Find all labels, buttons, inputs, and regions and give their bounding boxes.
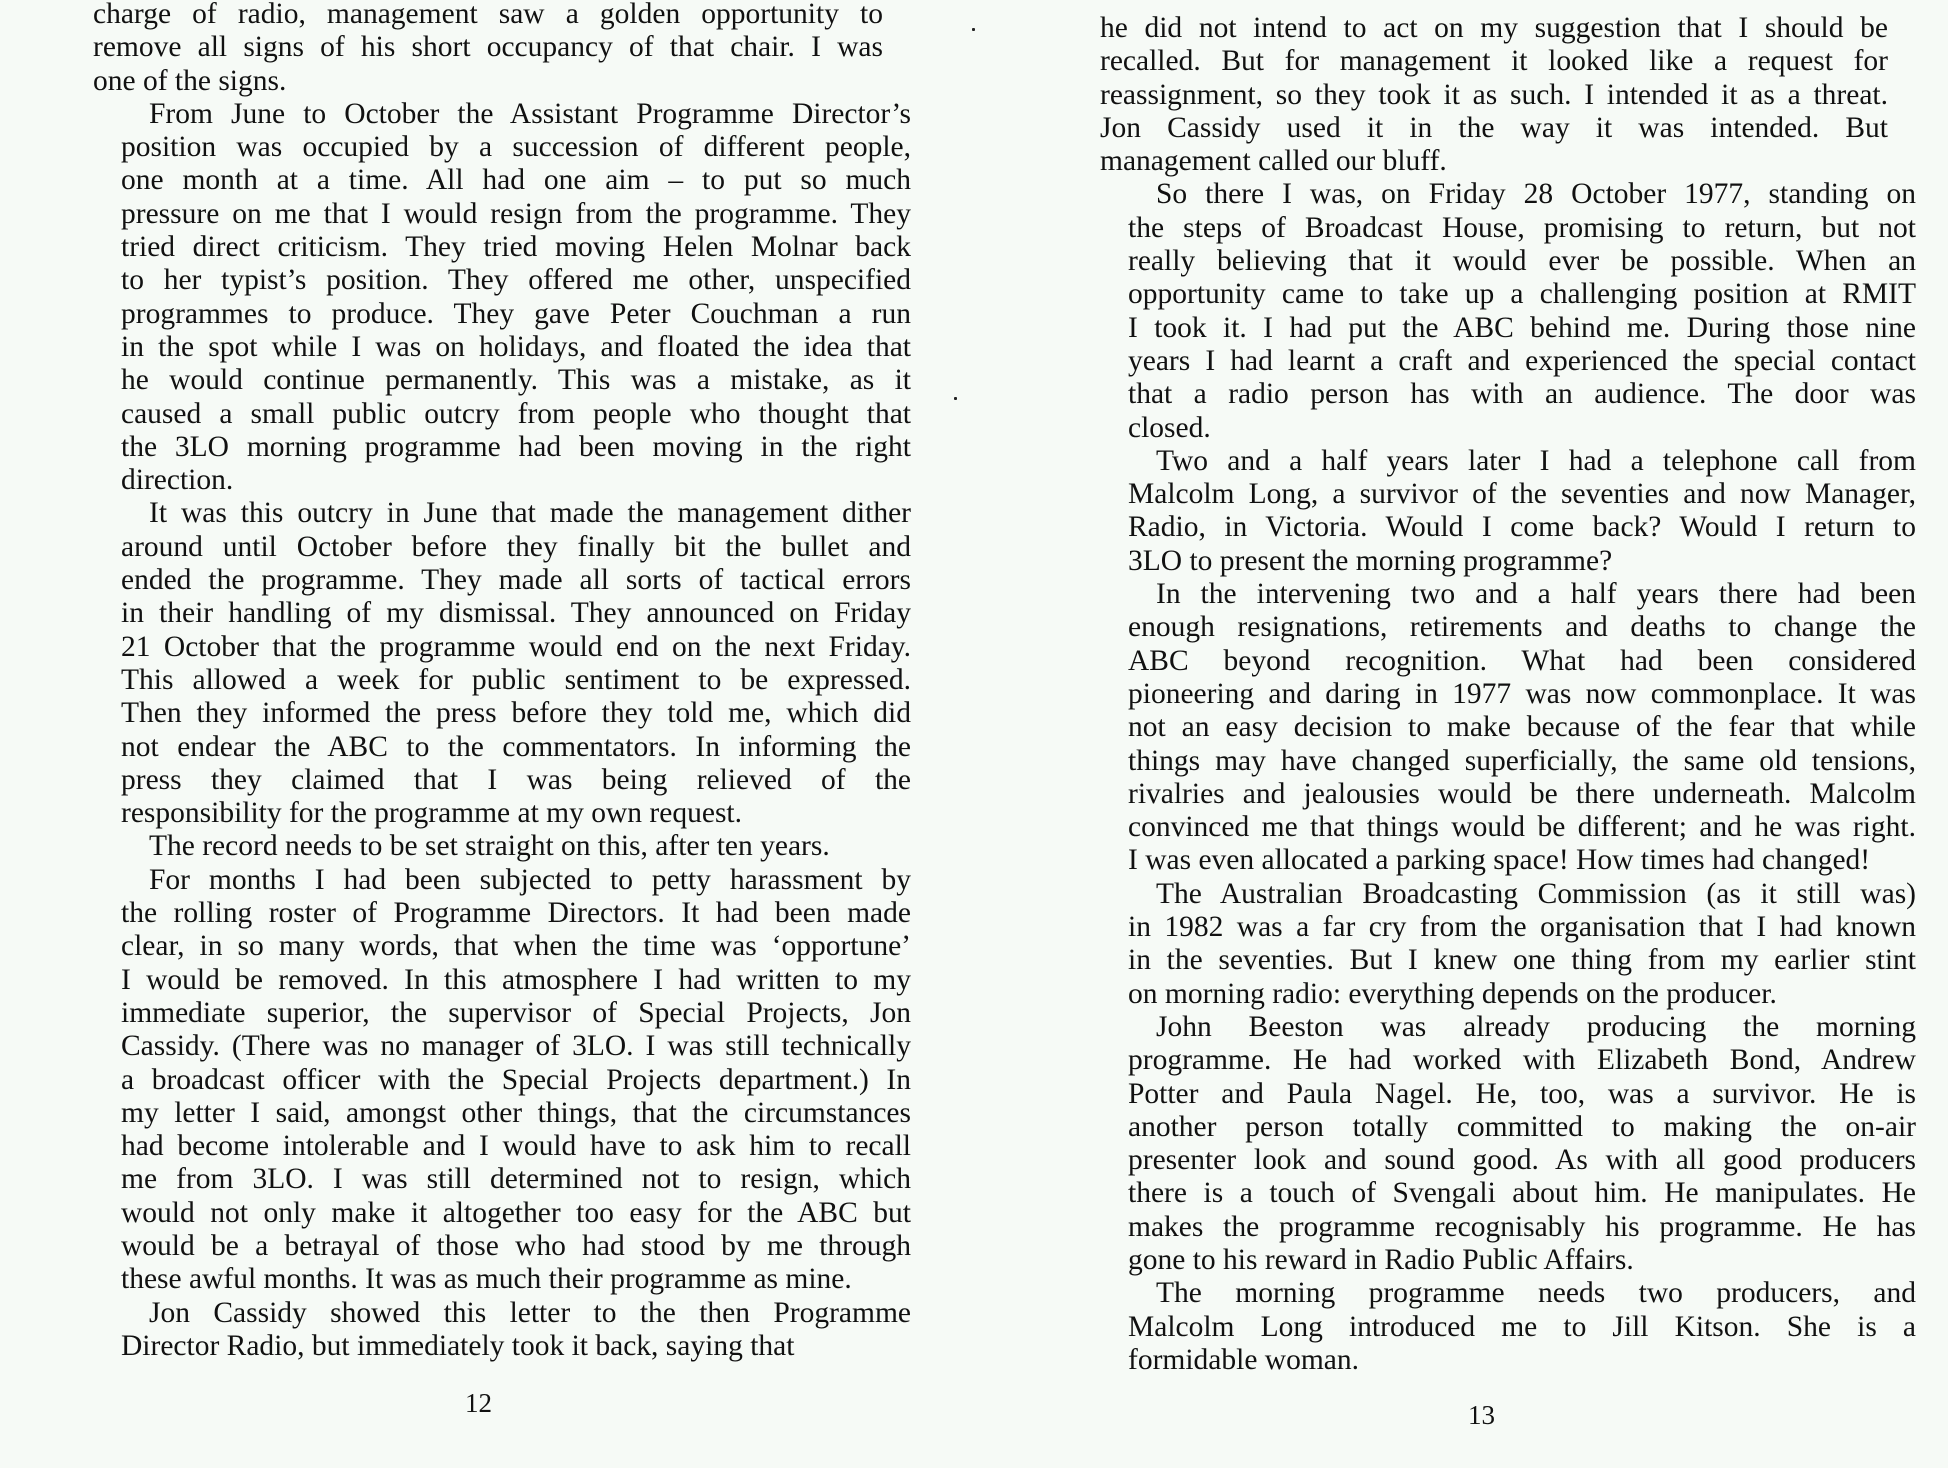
paragraph — [1100, 1010, 1916, 1277]
text-line: another person totally committed to making the on-air — [1128, 1110, 1916, 1143]
text-line: Potter and Paula Nagel. He, too, was a survivor. He is — [1128, 1077, 1916, 1110]
text-line: he did not intend to act on my suggestion that I should be — [1100, 12, 1888, 44]
text-line: clear, in so many words, that when the time was ‘opportune’ — [121, 930, 911, 963]
paragraph — [1100, 877, 1916, 1011]
text-line: in the seventies. But I knew one thing from my earlier stint — [1128, 944, 1916, 977]
left-page-body — [93, 0, 911, 1363]
text-line: one month at a time. All had one aim – to put so much — [121, 164, 911, 197]
text-line: would not only make it altogether too easy for the ABC but — [121, 1196, 911, 1229]
text-line: I would be removed. In this atmosphere I had written to my — [121, 963, 911, 996]
text-line: tried direct criticism. They tried moving Helen Molnar back — [121, 231, 911, 264]
text-line: Malcolm Long, a survivor of the seventies and now Manager, — [1128, 478, 1916, 511]
paragraph — [1100, 178, 1916, 444]
text-line: The morning programme needs two producers, and — [1156, 1277, 1916, 1310]
text-line: Jon Cassidy used it in the way it was intended. But — [1100, 111, 1888, 144]
text-line: he would continue permanently. This was a mistake, as it — [121, 364, 911, 397]
text-line: on morning radio: everything depends on the producer. — [1128, 977, 1777, 1010]
text-line: formidable woman. — [1128, 1343, 1360, 1376]
paragraph — [1100, 12, 1888, 178]
paragraph — [93, 0, 883, 98]
text-line: to her typist’s position. They offered me other, unspecified — [121, 264, 911, 297]
text-line: in the spot while I was on holidays, and floated the idea that — [121, 330, 911, 363]
text-line: Jon Cassidy showed this letter to the then Programme — [149, 1296, 911, 1329]
text-line: 21 October that the programme would end on the next Friday. — [121, 630, 911, 663]
text-line: press they claimed that I was being relieved of the — [121, 763, 911, 796]
text-line: makes the programme recognisably his programme. He has — [1128, 1210, 1916, 1243]
text-line: one of the signs. — [93, 64, 287, 97]
text-line: 3LO to present the morning programme? — [1128, 544, 1613, 577]
text-line: pioneering and daring in 1977 was now commonplace. It was — [1128, 677, 1916, 710]
paragraph — [1100, 444, 1916, 578]
scan-speck — [954, 397, 957, 400]
text-line: Malcolm Long introduced me to Jill Kitson. She is a — [1128, 1310, 1916, 1343]
paragraph — [93, 497, 911, 830]
text-line: immediate superior, the supervisor of Special Projects, Jon — [121, 996, 911, 1029]
text-line: Radio, in Victoria. Would I come back? Would I return to — [1128, 511, 1916, 544]
text-line: From June to October the Assistant Programme Director’s — [149, 97, 911, 130]
text-line: programme. He had worked with Elizabeth Bond, Andrew — [1128, 1044, 1916, 1077]
text-line: The Australian Broadcasting Commission (as it still was) — [1156, 877, 1916, 910]
paragraph — [93, 97, 911, 498]
page-number-right: 13 — [1468, 1400, 1495, 1430]
text-line: reassignment, so they took it as such. I intended it as a threat. — [1100, 78, 1888, 111]
text-line: I took it. I had put the ABC behind me. During those nine — [1128, 311, 1916, 344]
text-line: This allowed a week for public sentiment to be expressed. — [121, 663, 911, 696]
text-line: enough resignations, retirements and deaths to change the — [1128, 611, 1916, 644]
text-line: pressure on me that I would resign from the programme. They — [121, 197, 911, 230]
text-line: Two and a half years later I had a telephone call from — [1156, 444, 1916, 477]
text-line: the 3LO morning programme had been moving in the right — [121, 430, 911, 463]
text-line: charge of radio, management saw a golden opportunity to — [93, 0, 883, 30]
text-line: So there I was, on Friday 28 October 1977, standing on — [1156, 178, 1916, 211]
page-number-left: 12 — [465, 1388, 492, 1418]
text-line: responsibility for the programme at my own request. — [121, 797, 742, 830]
text-line: there is a touch of Svengali about him. He manipulates. He — [1128, 1177, 1916, 1210]
text-line: caused a small public outcry from people who thought that — [121, 397, 911, 430]
paragraph — [93, 863, 911, 1297]
text-line: these awful months. It was as much their programme as mine. — [121, 1263, 852, 1296]
text-line: convinced me that things would be different; and he was right. — [1128, 811, 1916, 844]
text-line: gone to his reward in Radio Public Affairs. — [1128, 1243, 1634, 1276]
text-line: Director Radio, but immediately took it back, saying that — [121, 1329, 795, 1362]
text-line: remove all signs of his short occupancy of that chair. I was — [93, 31, 883, 64]
text-line: in their handling of my dismissal. They announced on Friday — [121, 597, 911, 630]
text-line: The record needs to be set straight on this, after ten years. — [149, 830, 830, 863]
text-line: really believing that it would ever be possible. When an — [1128, 245, 1916, 278]
text-line: years I had learnt a craft and experienced the special contact — [1128, 344, 1916, 377]
text-line: opportunity came to take up a challenging position at RMIT — [1128, 278, 1916, 311]
text-line: I was even allocated a parking space! How times had changed! — [1128, 844, 1871, 877]
text-line: not an easy decision to make because of the fear that while — [1128, 711, 1916, 744]
text-line: Then they informed the press before they told me, which did — [121, 697, 911, 730]
text-line: the rolling roster of Programme Directors. It had been made — [121, 897, 911, 930]
scan-speck — [972, 28, 975, 31]
text-line: not endear the ABC to the commentators. In informing the — [121, 730, 911, 763]
text-line: around until October before they finally bit the bullet and — [121, 530, 911, 563]
text-line: It was this outcry in June that made the management dither — [149, 497, 911, 530]
text-line: John Beeston was already producing the morning — [1156, 1010, 1916, 1043]
text-line: In the intervening two and a half years there had been — [1156, 578, 1916, 611]
paragraph — [93, 830, 883, 863]
text-line: programmes to produce. They gave Peter Couchman a run — [121, 297, 911, 330]
right-page-body — [1100, 12, 1916, 1377]
text-line: the steps of Broadcast House, promising to return, but not — [1128, 211, 1916, 244]
text-line: recalled. But for management it looked like a request for — [1100, 45, 1888, 78]
text-line: rivalries and jealousies would be there underneath. Malcolm — [1128, 777, 1916, 810]
text-line: my letter I said, amongst other things, that the circumstances — [121, 1096, 911, 1129]
text-line: For months I had been subjected to petty harassment by — [149, 863, 911, 896]
text-line: direction. — [121, 464, 234, 497]
paragraph — [93, 1296, 911, 1364]
text-line: things may have changed superficially, the same old tensions, — [1128, 744, 1916, 777]
text-line: position was occupied by a succession of different people, — [121, 131, 911, 164]
text-line: ABC beyond recognition. What had been considered — [1128, 644, 1916, 677]
text-line: closed. — [1128, 411, 1211, 444]
text-line: in 1982 was a far cry from the organisation that I had known — [1128, 911, 1916, 944]
text-line: had become intolerable and I would have to ask him to recall — [121, 1130, 911, 1163]
text-line: management called our bluff. — [1100, 145, 1447, 178]
text-line: Cassidy. (There was no manager of 3LO. I was still technically — [121, 1030, 911, 1063]
text-line: would be a betrayal of those who had stood by me through — [121, 1229, 911, 1262]
text-line: ended the programme. They made all sorts of tactical errors — [121, 564, 911, 597]
text-line: presenter look and sound good. As with all good producers — [1128, 1144, 1916, 1177]
paragraph — [1100, 578, 1916, 878]
text-line: a broadcast officer with the Special Projects department.) In — [121, 1063, 911, 1096]
paragraph — [1100, 1277, 1916, 1377]
text-line: that a radio person has with an audience. The door was — [1128, 378, 1916, 411]
text-line: me from 3LO. I was still determined not to resign, which — [121, 1163, 911, 1196]
